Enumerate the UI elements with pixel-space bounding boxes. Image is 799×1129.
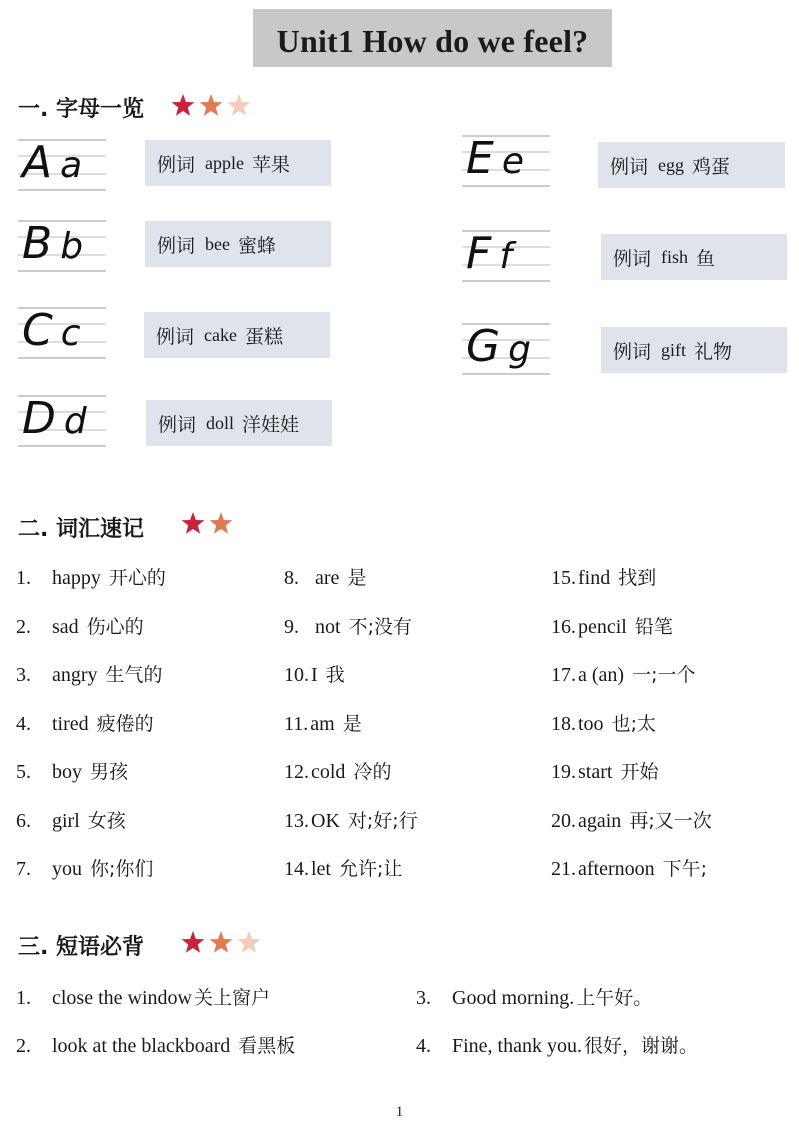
vocab-item: 12. cold 冷的: [284, 761, 392, 783]
letter-writing-d: [18, 390, 106, 450]
vocab-item: 5. boy 男孩: [16, 761, 129, 783]
vocab-item: 6. girl 女孩: [16, 809, 126, 832]
example-word-apple: 例词 apple 苹果: [145, 140, 331, 186]
stars-svg: [180, 930, 268, 956]
example-word-gift: 例词 gift 礼物: [601, 327, 787, 373]
star-icon: [182, 512, 205, 534]
star-icon: [210, 931, 233, 953]
star-icon: [200, 94, 223, 116]
letter-glyph: D d: [22, 393, 89, 444]
star-icon: [172, 94, 195, 116]
vocab-item: 16. pencil 铅笔: [551, 615, 673, 638]
star-rating-letters: [170, 93, 258, 119]
vocab-item: 10. I 我: [284, 664, 345, 686]
star-icon: [238, 931, 261, 953]
vocab-item: 18. too 也;太: [551, 712, 656, 735]
star-rating-vocab: [180, 511, 240, 537]
section-heading-vocab: 二. 词汇速记: [18, 517, 145, 542]
vocab-item: 17. a (an) 一;一个: [551, 664, 696, 686]
star-icon: [210, 512, 233, 534]
star-icon: [182, 931, 205, 953]
vocab-item: 21. afternoon 下午;: [551, 858, 708, 880]
phrase-item: 3. Good morning. 上午好。: [416, 987, 653, 1009]
vocab-item: 7. you 你;你们: [16, 858, 154, 880]
page-number: 1: [395, 1104, 404, 1120]
vocab-item: 15. find 找到: [551, 567, 657, 589]
phrase-item: 2. look at the blackboard 看黑板: [16, 1035, 296, 1057]
example-word-egg: 例词 egg 鸡蛋: [598, 142, 785, 188]
vocab-item: 20. again 再;又一次: [551, 809, 712, 832]
letter-glyph: F f: [466, 228, 514, 279]
vocab-item: 1. happy 开心的: [16, 567, 166, 589]
section-heading-letters: 一. 字母一览: [18, 97, 145, 122]
vocab-item: 8. are 是: [284, 567, 367, 589]
letter-glyph: B b: [22, 218, 86, 269]
letter-writing-e: [462, 130, 550, 190]
letter-glyph: E e: [466, 133, 526, 184]
vocab-item: 11. am 是: [284, 712, 362, 735]
phrase-item: 1. close the window 关上窗户: [16, 987, 270, 1009]
vocab-item: 3. angry 生气的: [16, 664, 163, 686]
vocab-item: 14. let 允许;让: [284, 858, 403, 880]
example-word-fish: 例词 fish 鱼: [601, 234, 787, 280]
vocab-item: 13. OK 对;好;行: [284, 809, 418, 832]
stars-svg: [180, 511, 240, 537]
stars-svg: [170, 93, 258, 119]
letter-glyph: A a: [22, 137, 85, 188]
star-icon: [228, 94, 251, 116]
letter-writing-a: [18, 134, 106, 194]
letter-glyph: C c: [22, 305, 83, 356]
example-word-doll: 例词 doll 洋娃娃: [146, 400, 332, 446]
phrase-item: 4. Fine, thank you. 很好，谢谢。: [416, 1035, 699, 1057]
letter-writing-c: [18, 302, 106, 362]
letter-writing-f: [462, 225, 550, 285]
vocab-item: 2. sad 伤心的: [16, 615, 144, 638]
example-word-bee: 例词 bee 蜜蜂: [145, 221, 331, 267]
star-rating-phrases: [180, 930, 268, 956]
vocab-item: 9. not 不;没有: [284, 615, 412, 638]
letter-glyph: G g: [466, 321, 533, 372]
vocab-item: 4. tired 疲倦的: [16, 712, 154, 735]
section-heading-phrases: 三. 短语必背: [18, 935, 145, 960]
letter-writing-b: [18, 215, 106, 275]
vocab-item: 19. start 开始: [551, 761, 659, 783]
letter-writing-g: [462, 318, 550, 378]
example-word-cake: 例词 cake 蛋糕: [144, 312, 330, 358]
page-title: Unit1 How do we feel?: [253, 9, 612, 67]
